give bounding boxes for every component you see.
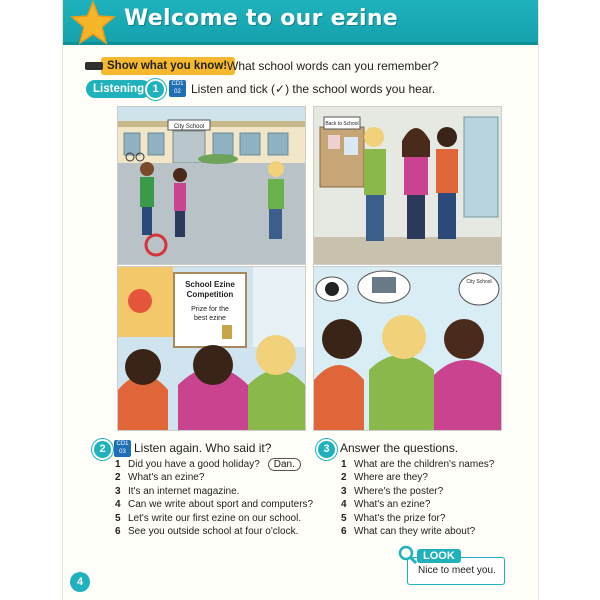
city-school-sign-2: City School [466,279,492,285]
list-item: 2 What's an ezine? [115,472,205,484]
list-item: 6 What can they write about? [341,525,476,537]
look-label: LOOK [417,549,461,563]
show-what-badge [85,57,235,75]
cd-label-2: CD1 03 [116,441,129,455]
pencil-icon [85,62,103,70]
illustration-corridor [313,106,502,265]
exercise-2-number: 2 [92,439,113,460]
listening-badge: Listening [86,80,151,98]
poster-line-4: best ezine [194,315,226,322]
poster-line-1: School Ezine [185,280,235,289]
show-what-text: What school words can you remember? [227,59,439,73]
magnifier-icon [398,545,418,565]
exercise-3-number: 3 [316,439,337,460]
page-title: Welcome to our ezine [124,6,399,31]
list-item: 1 What are the children's names? [341,459,495,470]
city-school-sign: City School [173,124,205,130]
list-item: 3 It's an internet magazine. [115,485,240,497]
list-item: 5 Let's write our first ezine on our school. [115,512,302,524]
cd-icon[interactable] [169,80,186,97]
list-item: 1 Did you have a good holiday? Dan. [115,458,313,471]
look-text: Nice to meet you. [418,565,496,576]
list-item: 4 Can we write about sport and computers? [115,499,314,511]
exercise-3-list [341,458,494,538]
exercise-2-instruction: Listen again. Who said it? [134,441,272,455]
exercise-1-number: 1 [145,79,166,100]
poster-line-3: Prize for the [191,306,229,313]
list-item: 4 What's an ezine? [341,499,431,511]
list-item: 5 What's the prize for? [341,512,446,524]
exercise-3-instruction: Answer the questions. [340,441,459,455]
illustration-poster [117,266,306,431]
list-item: 3 Where's the poster? [341,485,444,497]
cd-label: CD1 02 [171,81,184,95]
illustration-outside-school [117,106,306,265]
illustration-children-talking [313,266,502,431]
star-icon [70,0,116,46]
show-what-label: Show what you know! [101,57,235,75]
back-to-school-sign: Back to School [325,121,359,127]
answer-bubble: Dan. [268,458,301,471]
cd-icon-2[interactable] [114,440,131,457]
exercise-2-list [115,458,313,538]
list-item: 6 See you outside school at four o'clock. [115,525,299,537]
list-item: 2 Where are they? [341,472,428,484]
listening-instruction: Listen and tick (✓) the school words you hear. [191,82,436,96]
page-number: 4 [70,572,90,592]
poster-line-2: Competition [186,290,234,299]
